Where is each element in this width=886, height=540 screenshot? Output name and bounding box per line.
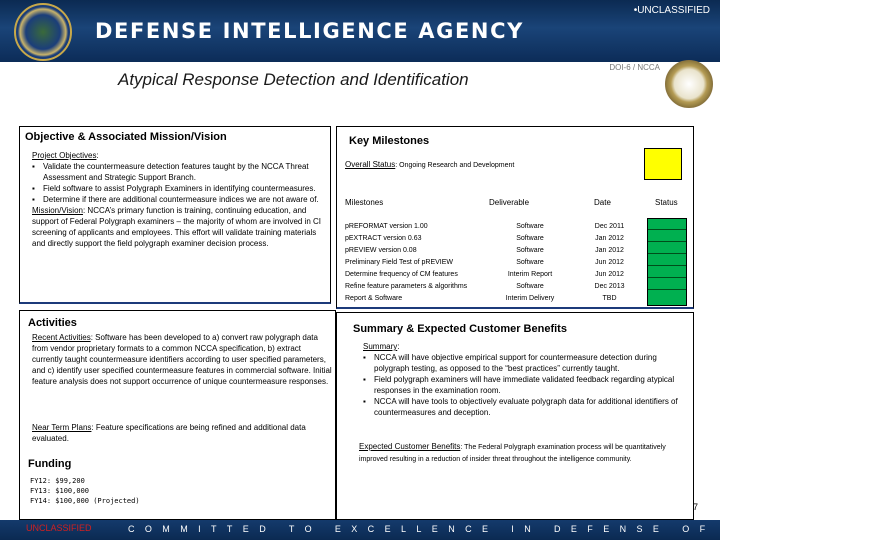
objective-item: ▪ Field software to assist Polygraph Examiners in identifying countermeasures. bbox=[32, 183, 328, 194]
overall-status bbox=[345, 159, 514, 171]
objective-panel-title: Objective & Associated Mission/Vision bbox=[25, 131, 227, 143]
project-objectives: Project Objectives: ▪ Validate the countermeasure detection features taught by the NCCA Threat Assessment and Strategic Support Branch. ▪ Field software to assist Polygraph Examiners in identifying countermeasures. ▪ Determine if there are additional countermeasure indices we are not aware of. Mission/Vision: NCCA’s primary function is training, continuing education, and support of Federal Polygraph examiners – the majority of whom are involved in CI screening of applicants and employees. This effort will validate training materials and directly support the field polygraph examiner decision process. bbox=[32, 150, 328, 249]
overall-status-indicator bbox=[644, 148, 682, 180]
milestone-row bbox=[345, 235, 675, 247]
customer-benefits-text: : The Federal Polygraph examination process will be quantitatively improved resulting in a reduction of insider threat throughout the intelligence community. bbox=[359, 444, 666, 463]
customer-benefits bbox=[359, 441, 689, 465]
milestone-row bbox=[345, 259, 675, 271]
milestone-date: Dec 2011 bbox=[594, 223, 625, 230]
funding-line: FY14: $100,000 (Projected) bbox=[30, 497, 140, 505]
milestone-name: pREVIEW version 0.08 bbox=[345, 247, 417, 254]
milestone-deliverable: Interim Delivery bbox=[505, 295, 555, 302]
project-objectives-label: Project Objectives bbox=[32, 151, 97, 160]
milestone-deliverable: Software bbox=[516, 235, 544, 242]
milestone-deliverable: Software bbox=[516, 259, 544, 266]
milestone-status-column bbox=[647, 218, 687, 306]
mission-vision-label: Mission/Vision bbox=[32, 206, 83, 215]
milestone-date: TBD bbox=[602, 295, 617, 302]
milestone-row bbox=[345, 271, 675, 283]
milestone-deliverable: Software bbox=[516, 283, 544, 290]
milestones-panel-title: Key Milestones bbox=[349, 135, 430, 147]
footer-motto: COMMITTED TO EXCELLENCE IN DEFENSE OF THE NATION bbox=[128, 524, 886, 534]
milestone-status-cell bbox=[648, 255, 686, 266]
activities-panel-title: Activities bbox=[28, 317, 77, 329]
milestone-date: Jan 2012 bbox=[595, 247, 624, 254]
col-header-milestones: Milestones bbox=[345, 198, 384, 207]
summary-bullet: ▪ NCCA will have tools to objectively evaluate polygraph data for additional identifiers of countermeasures and deception. bbox=[363, 396, 689, 418]
col-header-date: Date bbox=[594, 198, 611, 207]
milestone-status-cell bbox=[648, 279, 686, 290]
recent-activities bbox=[32, 332, 332, 387]
agency-name: DEFENSE INTELLIGENCE AGENCY bbox=[95, 19, 524, 43]
objective-item: ▪ Determine if there are additional countermeasure indices we are not aware of. bbox=[32, 194, 328, 205]
milestone-name: Report & Software bbox=[345, 295, 403, 302]
near-term-plans-label: Near Term Plans bbox=[32, 423, 92, 432]
overall-status-value: : Ongoing Research and Development bbox=[395, 162, 515, 169]
summary-panel bbox=[336, 312, 694, 520]
milestone-row bbox=[345, 247, 675, 259]
summary-panel-title: Summary & Expected Customer Benefits bbox=[353, 323, 567, 335]
presentation-title: Atypical Response Detection and Identification bbox=[118, 70, 469, 89]
customer-benefits-label: Expected Customer Benefits bbox=[359, 442, 461, 451]
objective-item: ▪ Validate the countermeasure detection features taught by the NCCA Threat Assessment and Strategic Support Branch. bbox=[32, 161, 328, 183]
milestone-date: Jun 2012 bbox=[595, 259, 624, 266]
col-header-deliverable: Deliverable bbox=[489, 198, 530, 207]
summary-bullet: ▪ Field polygraph examiners will have immediate validated feedback regarding atypical responses in the examination room. bbox=[363, 374, 689, 396]
page-number: 7 bbox=[693, 502, 699, 512]
mission-vision bbox=[32, 205, 328, 249]
summary-bullet: ▪ NCCA will have objective empirical support for countermeasure detection during polygraph testing, as opposed to the “best practices” currently taught. bbox=[363, 352, 689, 374]
milestone-name: pREFORMAT version 1.00 bbox=[345, 223, 428, 230]
milestone-name: Preliminary Field Test of pREVIEW bbox=[345, 259, 454, 266]
near-term-plans-text: : Feature specifications are being refined and additional data evaluated. bbox=[32, 423, 306, 443]
funding-lines bbox=[30, 476, 140, 506]
milestone-deliverable: Software bbox=[516, 247, 544, 254]
milestone-status-cell bbox=[648, 219, 686, 230]
milestone-row bbox=[345, 223, 675, 235]
summary-section: Summary: ▪ NCCA will have objective empirical support for countermeasure detection during polygraph testing, as opposed to the “best practices” currently taught. ▪ Field polygraph examiners will have immediate validated feedback regarding atypical responses in the examination room. ▪ NCCA will have tools to objectively evaluate polygraph data for additional identifiers of countermeasures and deception. bbox=[363, 341, 689, 418]
objective-panel bbox=[19, 126, 331, 304]
milestone-name: Refine feature parameters & algorithms bbox=[345, 283, 468, 290]
summary-label: Summary bbox=[363, 342, 398, 351]
milestones-panel bbox=[336, 126, 694, 309]
milestone-row bbox=[345, 283, 675, 295]
milestone-status-cell bbox=[648, 243, 686, 254]
near-term-plans bbox=[32, 422, 332, 444]
milestone-name: Determine frequency of CM features bbox=[345, 271, 458, 278]
mission-vision-text: : NCCA’s primary function is training, continuing education, and support of Federal Polygraph examiners – the majority of whom are involved in CI screening of applicants and employees. This effort will validate training materials and directly support the field polygraph examiner decision process. bbox=[32, 206, 322, 248]
milestone-date: Jun 2012 bbox=[595, 271, 624, 278]
milestone-status-cell bbox=[648, 267, 686, 278]
milestone-deliverable: Interim Report bbox=[507, 271, 553, 278]
funding-line: FY13: $100,000 bbox=[30, 487, 90, 495]
funding-line: FY12: $99,200 bbox=[30, 477, 85, 485]
dia-seal-logo bbox=[14, 3, 72, 61]
activities-panel bbox=[19, 310, 336, 520]
milestone-date: Jan 2012 bbox=[595, 235, 624, 242]
funding-title: Funding bbox=[28, 458, 72, 470]
doc-code: DOI-6 / NCCA bbox=[609, 63, 660, 72]
col-header-status: Status bbox=[655, 198, 678, 207]
milestone-deliverable: Software bbox=[516, 223, 544, 230]
classification-banner-top: •UNCLASSIFIED bbox=[633, 5, 710, 16]
recent-activities-text: : Software has been developed to a) convert raw polygraph data from vendor proprietary formats to a common NCCA specification, b) extract currently taught countermeasure identifiers according to user specified parameters, and c) identify user specified countermeasure features in commercial software. Initial feature analysis does not support occurrence of unique countermeasure responses. bbox=[32, 333, 332, 386]
milestone-status-cell bbox=[648, 231, 686, 242]
ncca-seal-logo bbox=[665, 60, 713, 108]
milestone-date: Dec 2013 bbox=[594, 283, 625, 290]
overall-status-label: Overall Status bbox=[345, 160, 396, 169]
classification-banner-bottom: UNCLASSIFIED bbox=[26, 523, 92, 533]
recent-activities-label: Recent Activities bbox=[32, 333, 91, 342]
milestone-row bbox=[345, 295, 675, 307]
milestone-name: pEXTRACT version 0.63 bbox=[345, 235, 422, 242]
